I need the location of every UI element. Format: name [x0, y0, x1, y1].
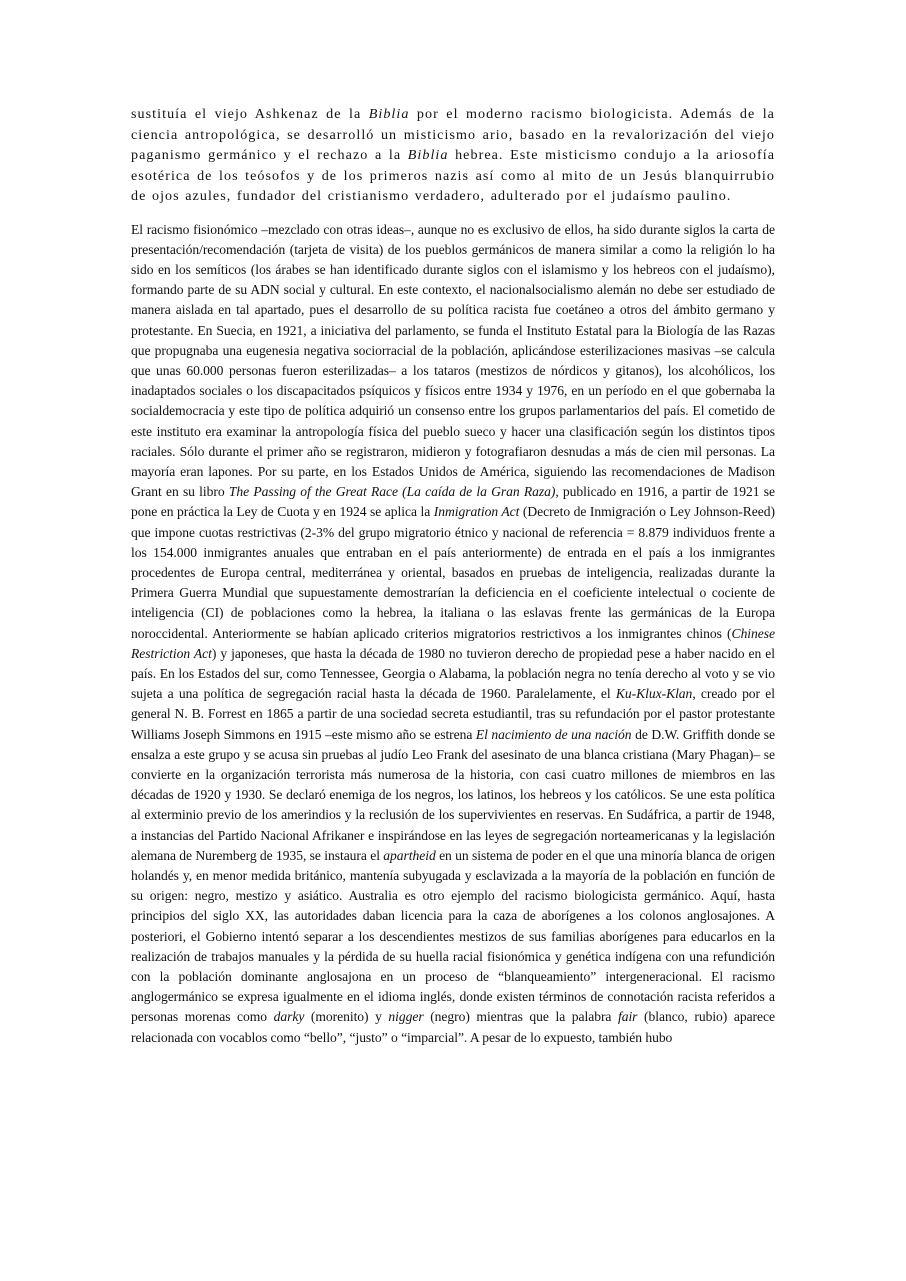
italic-text-run: Inmigration Act [433, 504, 520, 520]
italic-text-run: The Passing of the Great Race (La caída de la Gran Raza) [228, 484, 556, 500]
text-run: (morenito) y [304, 1009, 389, 1025]
italic-text-run: El nacimiento de una nación [475, 726, 632, 742]
italic-text-run: nigger [388, 1009, 424, 1025]
text-run: ) y japoneses, que hasta la década de 1980 no tuvieron derecho de propiedad pese a haber nacido en el país. En los Estados del sur, como Tennessee, Georgia o Alabama, la población negra no tenía derecho al voto y se vio sujeta a una política de segregación racial hasta la década de 1960. Paralelamente, el [131, 645, 776, 702]
italic-text-run: fair [617, 1009, 638, 1025]
italic-text-run: Biblia [368, 106, 410, 122]
text-run: sustituía el viejo Ashkenaz de la [131, 106, 369, 122]
text-run: (blanco, rubio) aparece relacionada con vocablos como “bello”, “justo” o “imparcial”. A pesar de lo expuesto, también hubo [131, 1009, 775, 1045]
text-run: El racismo fisionómico –mezclado con otras ideas–, aunque no es exclusivo de ellos, ha sido durante siglos la carta de presentación/recomendación (tarjeta de visita) de los pueblos germánicos de manera similar a como la religión lo ha sido en los semíticos (los árabes se han identificado durante siglos con el islamismo y los hebreos con el judaísmo), formando parte de su ADN social y cultural. En este contexto, el nacionalsocialismo alemán no debe ser estudiado de manera aislada en tal apartado, pues el desarrollo de su política racista fue coetáneo a otros del ámbito germano y protestante. En Suecia, en 1921, a iniciativa del parlamento, se funda el Instituto Estatal para la Biología de las Razas que propugnaba una eugenesia negativa sociorracial de la población, aplicándose esterilizaciones masivas –se calcula que unas 60.000 personas fueron esterilizadas– a los tataros (mestizos de nórdicos y gitanos), los alcohólicos, los inadaptados sociales o los discapacitados psíquicos y físicos entre 1934 y 1976, en un período en el que gobernaba la socialdemocracia y este tipo de política adquirió un consenso entre los grupos parlamentarios del país. El cometido de este instituto era examinar la antropología física del pueblo sueco y hacer una clasificación según los distintos tipos raciales. Sólo durante el primer año se registraron, midieron y fotografiaron desnudas a más de cien mil personas. La mayoría eran lapones. Por su parte, en los Estados Unidos de América, siguiendo las recomendaciones de Madison Grant en su libro [131, 221, 775, 500]
italic-text-run: Ku-Klux-Klan [615, 686, 693, 702]
italic-text-run: apartheid [383, 847, 436, 863]
italic-text-run: darky [273, 1009, 305, 1025]
paragraph-2 [131, 220, 775, 1048]
text-run: (Decreto de Inmigración o Ley Johnson-Reed) que impone cuotas restrictivas (2-3% del grupo migratorio étnico y nacional de referencia = 8.879 individuos frente a los 154.000 inmigrantes anuales que entraban en el país anteriormente) de entrada en el país a los inmigrantes procedentes de Europa central, mediterránea y oriental, basados en pruebas de inteligencia, realizadas durante la Primera Guerra Mundial que supuestamente demostrarían la deficiencia en el coeficiente intelectual o cociente de inteligencia (CI) de poblaciones como la hebrea, la italiana o las eslavas frente las germánicas de la Europa noroccidental. Anteriormente se habían aplicado criterios migratorios restrictivos a los inmigrantes chinos ( [131, 504, 775, 641]
text-run: (negro) mientras que la palabra [423, 1009, 618, 1025]
text-run: por el moderno racismo biologicista. Además de la ciencia antropológica, se desarrolló un misticismo ario, basado en la revalorización del viejo paganismo germánico y el rechazo a la [131, 106, 775, 163]
italic-text-run: Biblia [407, 147, 449, 163]
paragraph-1 [131, 104, 775, 207]
document-page [131, 104, 775, 1048]
text-run: , creado por el general N. B. Forrest en 1865 a partir de una sociedad secreta estudiantil, tras su refundación por el pastor protestante Williams Joseph Simmons en 1915 –este mismo año se estrena [131, 686, 775, 742]
text-run: de D.W. Griffith donde se ensalza a este grupo y se acusa sin pruebas al judío Leo Frank del asesinato de una blanca cristiana (Mary Phagan)– se convierte en la organización terrorista más numerosa de la historia, con casi cuatro millones de miembros en las décadas de 1920 y 1930. Se declaró enemiga de los negros, los latinos, los hebreos y los católicos. Se une esta política al exterminio previo de los amerindios y la reclusión de los supervivientes en reservas. En Sudáfrica, a partir de 1948, a instancias del Partido Nacional Afrikaner e inspirándose en las leyes de segregación norteamericanas y la legislación alemana de Nuremberg de 1935, se instaura el [131, 726, 775, 863]
text-run: , publicado en 1916, a partir de 1921 se pone en práctica la Ley de Cuota y en 1924 se aplica la [131, 484, 775, 520]
text-run: en un sistema de poder en el que una minoría blanca de origen holandés y, en menor medida británico, mantenía subyugada y esclavizada a la mayoría de la población en función de su origen: negro, mestizo y asiático. Australia es otro ejemplo del racismo biologicista germánico. Aquí, hasta principios del siglo XX, las autoridades daban licencia para la caza de aborígenes a los colonos anglosajones. A posteriori, el Gobierno intentó separar a los descendientes mestizos de sus familias aborígenes para educarlos en la realización de trabajos manuales y la pérdida de su huella racial fisionómica y genética indígena con una refundición con la población dominante anglosajona en un proceso de “blanqueamiento” intergeneracional. El racismo anglogermánico se expresa igualmente en el idioma inglés, donde existen términos de connotación racista referidos a personas morenas como [131, 847, 775, 1025]
text-run: hebrea. Este misticismo condujo a la ariosofía esotérica de los teósofos y de los primeros nazis así como al mito de un Jesús blanquirrubio de ojos azules, fundador del cristianismo verdadero, adulterado por el judaísmo paulino. [131, 147, 776, 204]
italic-text-run: Chinese Restriction Act [131, 625, 775, 661]
